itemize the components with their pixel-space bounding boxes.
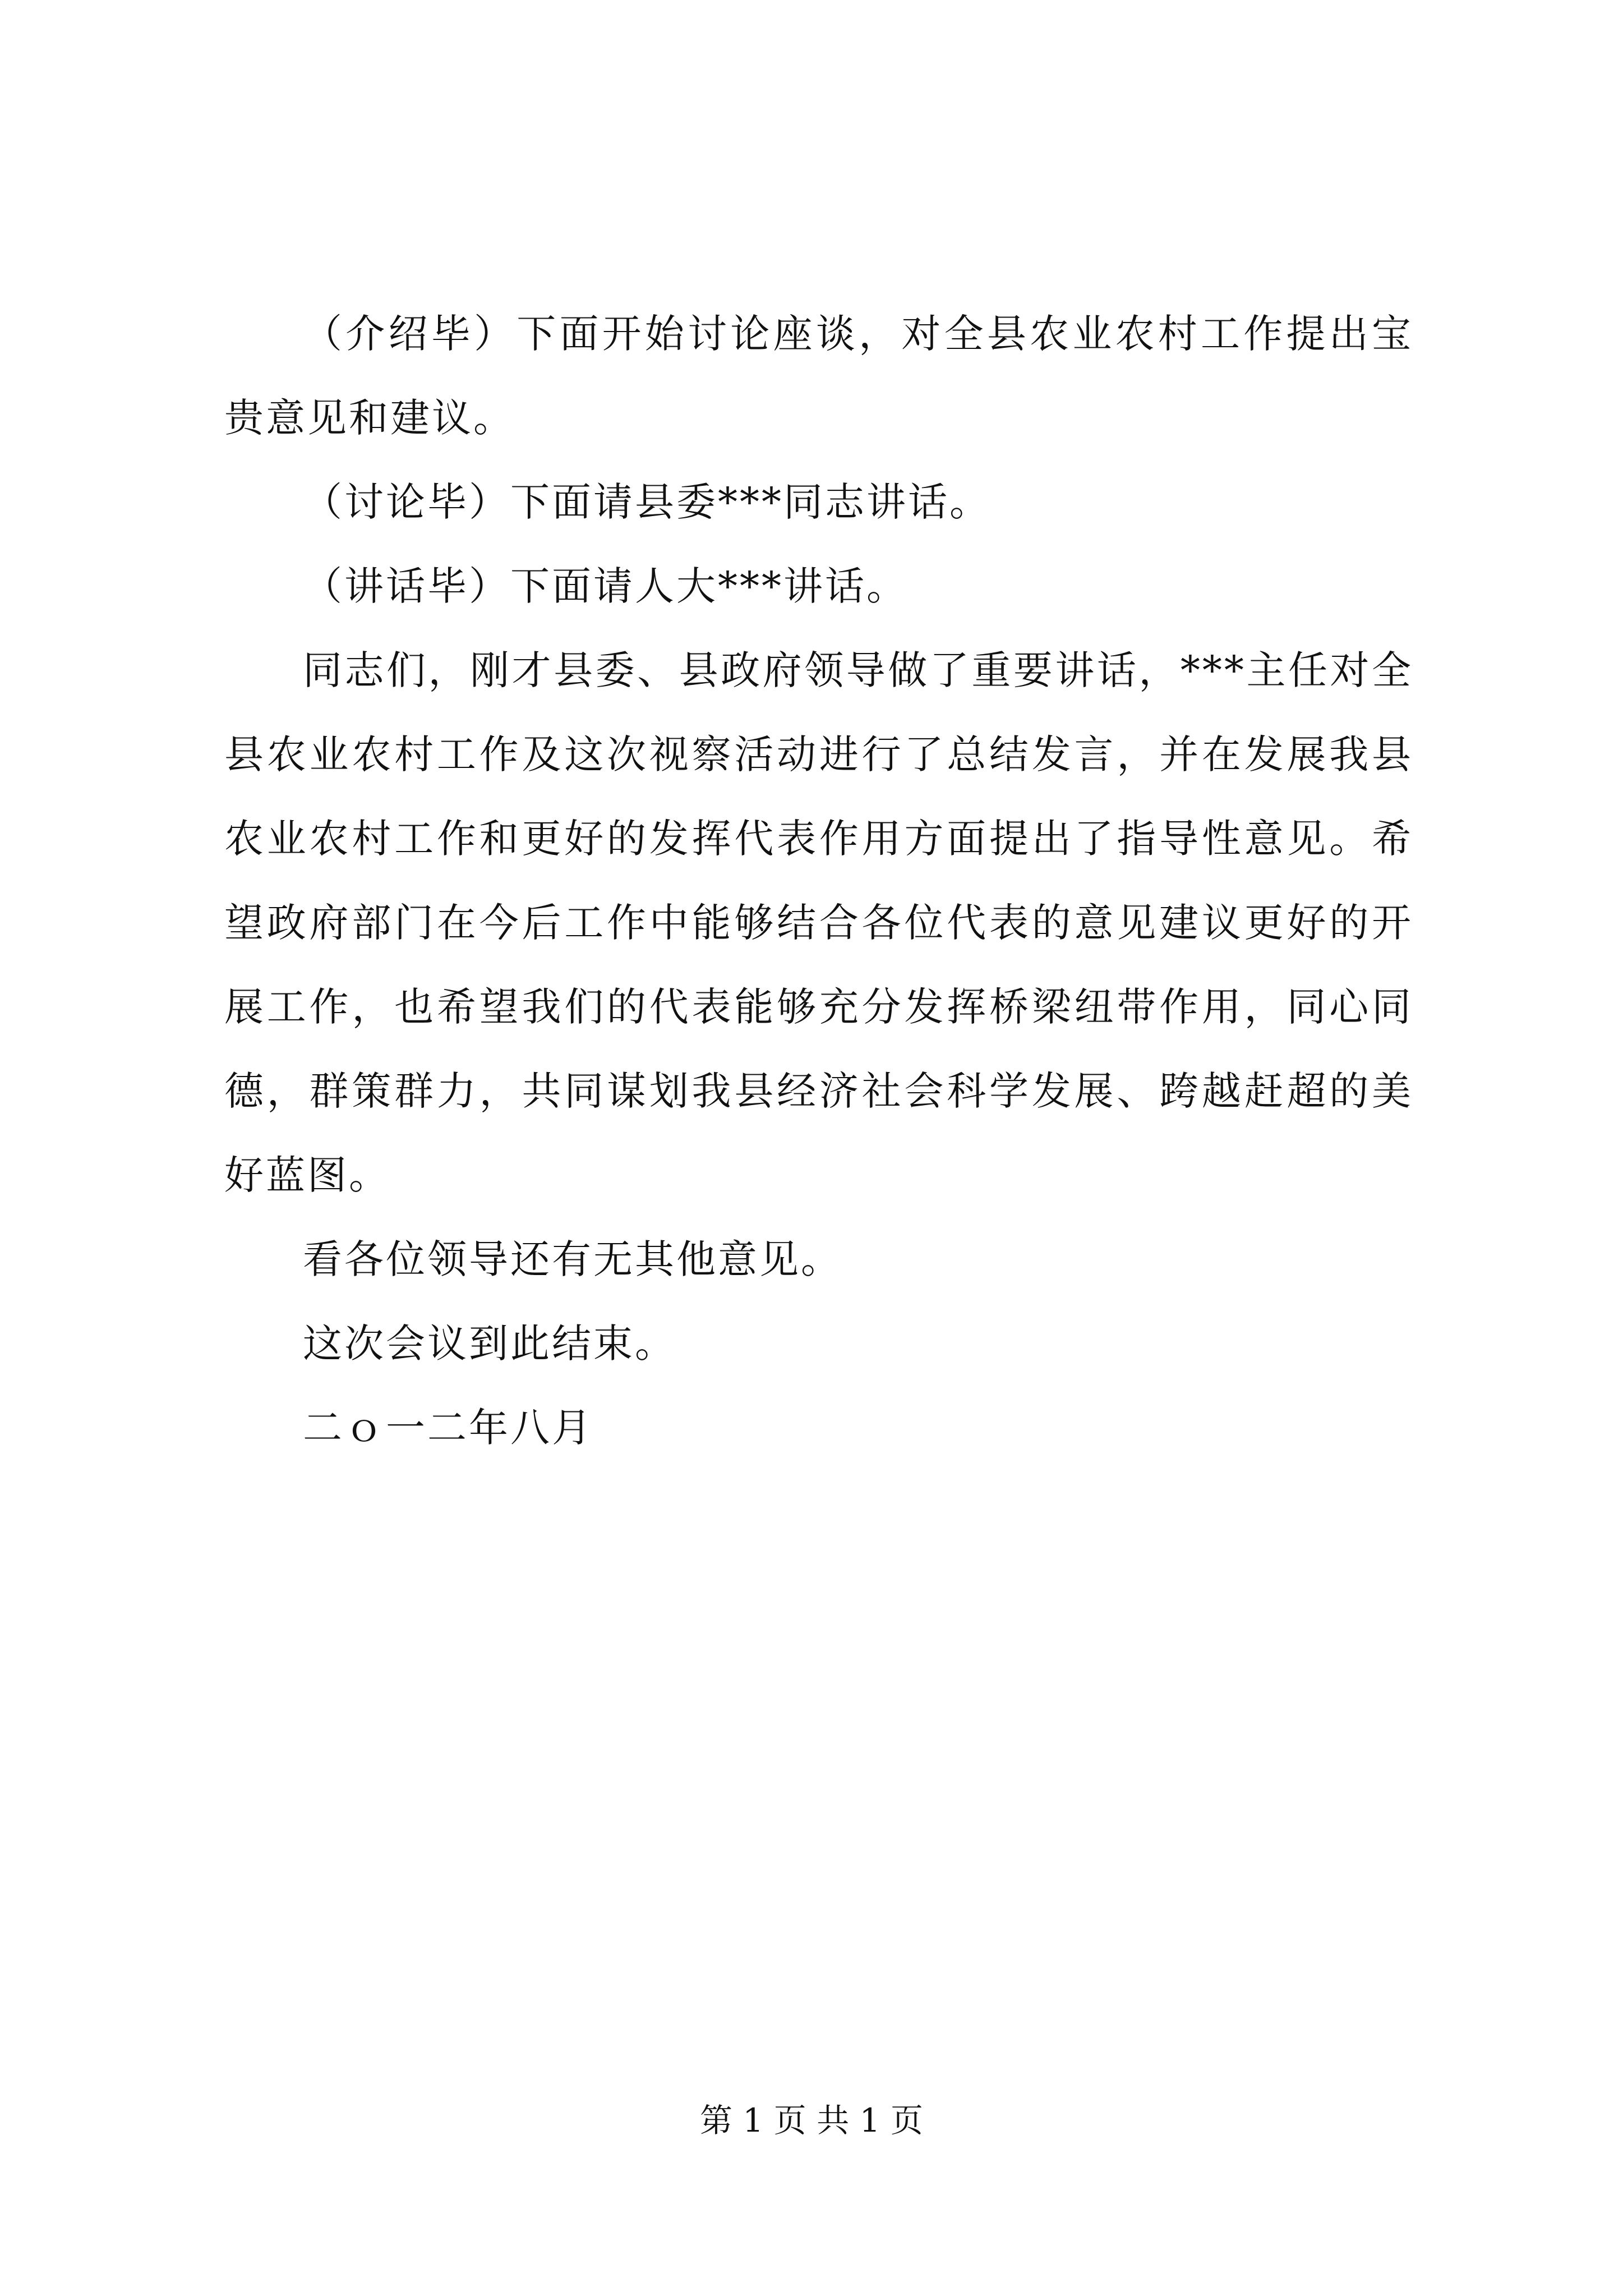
paragraph-discussion: （讨论毕）下面请县委***同志讲话。 [303,479,991,525]
paragraph-intro: （介绍毕）下面开始讨论座谈，对全县农业农村工作提出宝贵意见和建议。 [224,311,1413,441]
page-footer: 第 1 页 共 1 页 [700,2101,923,2139]
paragraph-summary: 同志们，刚才县委、县政府领导做了重要讲话，***主任对全县农业农村工作及这次视察活动进行了总结发言，并在发展我县农业农村工作和更好的发挥代表作用方面提出了指导性意见。希望政府部门在今后工作中能够结合各位代表的意见建议更好的开展工作，也希望我们的代表能够充分发挥桥梁纽带作用，同心同德，群策群力，共同谋划我县经济社会科学发展、跨越赶超的美好蓝图。 [224,647,1413,1198]
paragraph-speech: （讲话毕）下面请人大***讲话。 [303,563,908,609]
document-body [224,292,1413,1470]
paragraph-closing: 这次会议到此结束。 [303,1320,676,1366]
paragraph-date: 二ｏ一二年八月 [303,1405,593,1451]
paragraph-other-opinions: 看各位领导还有无其他意见。 [303,1236,842,1282]
